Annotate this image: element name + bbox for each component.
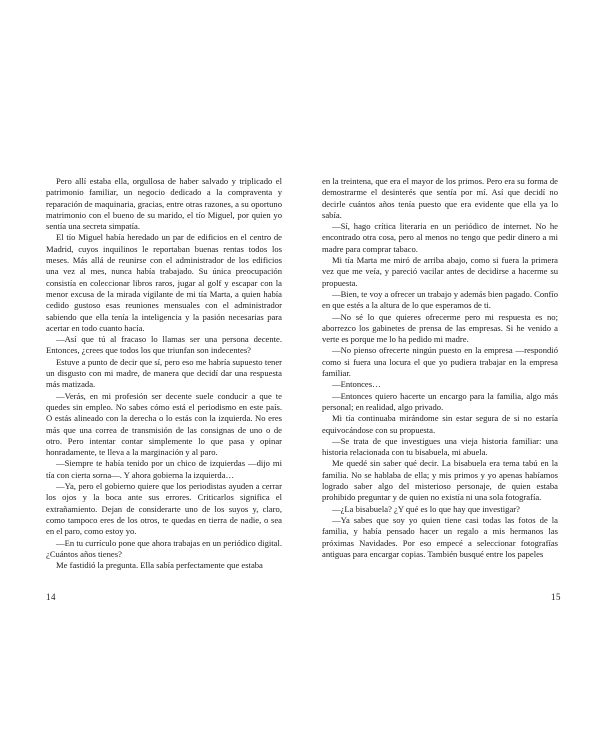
paragraph: Estuve a punto de decir que sí, pero eso me habría supuesto tener un disgusto con mi madre, de manera que decidí dar una respuesta más matizada. (46, 356, 282, 390)
paragraph: —Bien, te voy a ofrecer un trabajo y además bien pagado. Confío en que estés a la altura de lo que esperamos de ti. (322, 288, 558, 311)
paragraph: —Verás, en mi profesión ser decente suele conducir a que te quedes sin empleo. No sabes cómo está el periodismo en este país. O estás alineado con la derecha o lo estás con la izquierda. No eres más que una correa de transmisión de las consignas de uno o de otro. Pero intentar contar simplemente lo que pasa y opinar honradamente, te lleva a la marginación y al paro. (46, 390, 282, 458)
paragraph: —Sí, hago crítica literaria en un periódico de internet. No he encontrado otra cosa, pero al menos no tengo que pedir dinero a mi madre para comprar tabaco. (322, 221, 558, 254)
paragraph: —Así que tú al fracaso lo llamas ser una persona decente. Entonces, ¿crees que todos los que triunfan son indecentes? (46, 334, 282, 356)
page-number-left: 14 (46, 592, 56, 602)
paragraph: —Ya sabes que soy yo quien tiene casi todas las fotos de la familia, y había pensado hacer un regalo a mis hermanos las próximas Navidades. Por eso empecé a seleccionar fotografías antiguas para encargar copias. También busqué entre los papeles (322, 514, 558, 559)
paragraph: —Se trata de que investigues una vieja historia familiar: una historia relacionada con tu bisabuela, mi abuela. (322, 435, 558, 458)
paragraph: Pero allí estaba ella, orgullosa de haber salvado y triplicado el patrimonio familiar, un negocio dedicado a la compraventa y reparación de maquinaria, gracias, entre otras razones, a su oportuno matrimonio con el bueno de su marido, el tío Miguel, por quien yo sentía una secreta simpatía. (46, 176, 282, 232)
paragraph: El tío Miguel había heredado un par de edificios en el centro de Madrid, cuyos inquilinos le reportaban buenas rentas todos los meses. Más allá de reunirse con el administrador de los edificios una vez al mes, nunca había trabajado. Su única preocupación consistía en coleccionar libros raros, jugar al golf y escapar con la menor excusa de la mirada vigilante de mi tía Marta, a quien había cedido gustoso esas reuniones mensuales con el administrador sabiendo que ella tenía la inteligencia y la pasión necesarias para acertar en todo cuanto hacía. (46, 232, 282, 333)
left-page (46, 176, 282, 571)
paragraph: Mi tía Marta me miró de arriba abajo, como si fuera la primera vez que me veía, y pareció vacilar antes de decidirse a hacerme su propuesta. (322, 255, 558, 288)
page-number-right: 15 (551, 592, 561, 602)
paragraph: —En tu currículo pone que ahora trabajas en un periódico digital. ¿Cuántos años tienes? (46, 537, 282, 559)
paragraph: Me quedé sin saber qué decir. La bisabuela era tema tabú en la familia. No se hablaba de ella; y mis primos y yo apenas habíamos logrado saber algo del misterioso personaje, de quien estaba prohibido preguntar y de quien no existía ni una sola fotografía. (322, 458, 558, 503)
paragraph: —Siempre te había tenido por un chico de izquierdas —dijo mi tía con cierta sorna—. Y ahora gobierna la izquierda… (46, 458, 282, 480)
paragraph: —No pienso ofrecerte ningún puesto en la empresa —respondió como si fuera una locura el que yo pudiera trabajar en la empresa familiar. (322, 345, 558, 379)
paragraph: —Ya, pero el gobierno quiere que los periodistas ayuden a cerrar los ojos y la boca ante sus errores. Criticarlos significa el extrañamiento. Dejan de considerarte uno de los suyos y, claro, como tampoco eres de los otros, te quedas en tierra de nadie, o sea en el paro, como estoy yo. (46, 481, 282, 537)
paragraph-continued: en la treintena, que era el mayor de los primos. Pero era su forma de demostrarme el desinterés que sentía por mí. Así que decidí no decirle cuántos años tenía puesto que era evidente que ella ya lo sabía. (322, 176, 558, 220)
right-page (322, 176, 558, 560)
paragraph: —Entonces quiero hacerte un encargo para la familia, algo más personal; en realidad, algo privado. (322, 390, 558, 412)
paragraph: Me fastidió la pregunta. Ella sabía perfectamente que estaba (56, 560, 263, 571)
paragraph: —No sé lo que quieres ofrecerme pero mi respuesta es no; aborrezco los gabinetes de prensa de las empresas. Si he venido a verte es porque me lo ha pedido mi madre. (322, 311, 558, 345)
paragraph: Mi tía continuaba mirándome sin estar segura de si no estaría equivocándose con su propuesta. (322, 413, 558, 435)
paragraph: —¿La bisabuela? ¿Y qué es lo que hay que investigar? (332, 503, 520, 514)
paragraph: —Entonces… (332, 379, 381, 390)
